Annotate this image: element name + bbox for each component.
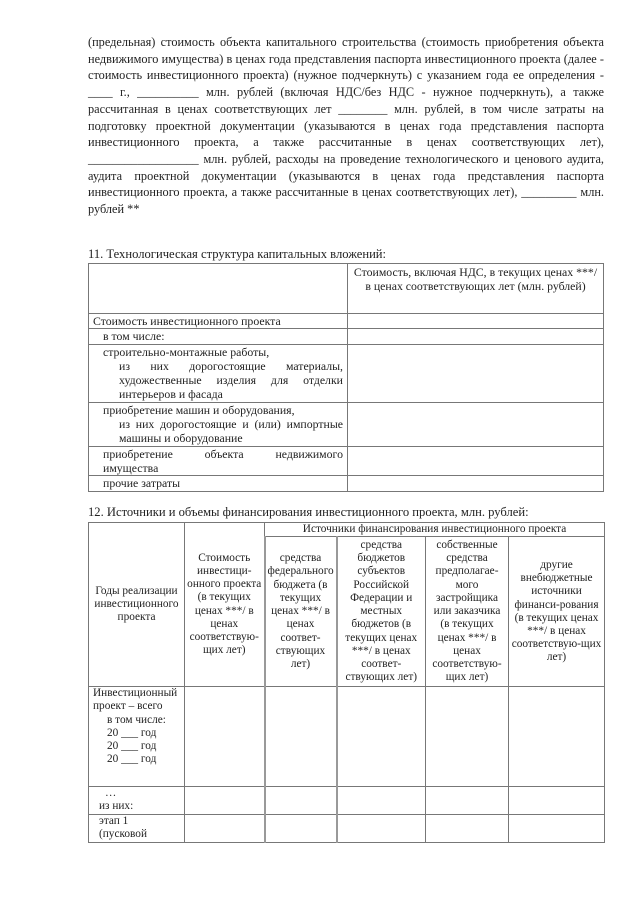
row-label-line: (пусковой (99, 828, 147, 841)
table-row (89, 329, 604, 344)
row-sublabel: из них дорогостоящие материалы, художественные изделия для отделки интерьеров и фасада (119, 358, 343, 402)
table-row (89, 402, 604, 446)
table-row (89, 787, 605, 815)
table-row (89, 815, 605, 843)
row-label-line: 20 ___ год (107, 726, 157, 739)
value-cell[interactable] (509, 687, 605, 787)
row-label-line: из них: (99, 800, 134, 813)
row-value-cell[interactable] (348, 314, 604, 329)
table-header-row (89, 264, 604, 314)
value-cell[interactable] (337, 687, 426, 787)
header-source-federal: средства федерального бюджета (в текущих ценах ***/ в ценах соответ-ствующих лет) (265, 537, 337, 687)
row-label: прочие затраты (89, 476, 348, 491)
value-cell[interactable] (337, 787, 426, 815)
row-label-group (89, 446, 348, 476)
row-value-cell[interactable] (348, 344, 604, 402)
value-cell[interactable] (185, 815, 265, 843)
value-cell[interactable] (509, 815, 605, 843)
value-cell[interactable] (265, 815, 337, 843)
row-label: приобретение объекта недвижимого имущества (103, 446, 343, 475)
header-row-1 (89, 523, 605, 537)
table-row (89, 314, 604, 329)
value-cell[interactable] (185, 687, 265, 787)
section-11-title: 11. Технологическая структура капитальных вложений: (88, 247, 387, 261)
value-cell[interactable] (426, 815, 509, 843)
table-row (89, 687, 605, 787)
row-value-cell[interactable] (348, 446, 604, 476)
value-cell[interactable] (509, 787, 605, 815)
row-label-group (89, 687, 185, 787)
header-source-other: другие внебюджетные источники финанси-рования (в текущих ценах ***/ в ценах соответствую-щих лет) (509, 537, 605, 687)
row-label-line: в том числе: (107, 713, 166, 726)
value-cell[interactable] (426, 787, 509, 815)
table-row (89, 344, 604, 402)
row-value-cell[interactable] (348, 476, 604, 491)
row-value-cell[interactable] (348, 402, 604, 446)
header-cost: Стоимость инвестици-онного проекта (в текущих ценах ***/ в ценах соответствую-щих лет) (185, 523, 265, 687)
header-years: Годы реализации инвестиционного проекта (89, 523, 185, 687)
value-cell[interactable] (265, 687, 337, 787)
row-label: строительно-монтажные работы, (103, 344, 270, 359)
row-sublabel: из них дорогостоящие и (или) импортные машины и оборудование (119, 417, 343, 446)
intro-paragraph (88, 34, 604, 218)
value-cell[interactable] (185, 787, 265, 815)
table-row (89, 476, 604, 491)
value-cell[interactable] (337, 815, 426, 843)
row-label-group (89, 815, 185, 843)
row-label-line: Инвестиционный (93, 687, 178, 700)
row-label-group (89, 402, 348, 446)
row-label-line: 20 ___ год (107, 753, 157, 766)
row-label-line: этап 1 (99, 815, 129, 828)
row-label-line: проект – всего (93, 700, 163, 713)
financing-sources-table (88, 522, 605, 843)
row-label: в том числе: (89, 329, 348, 344)
row-label: приобретение машин и оборудования, (103, 402, 295, 417)
row-label-group (89, 344, 348, 402)
value-cell[interactable] (265, 787, 337, 815)
row-label-line: … (105, 787, 117, 800)
capital-structure-table (88, 263, 604, 492)
row-label-group (89, 787, 185, 815)
value-cell[interactable] (426, 687, 509, 787)
table-row (89, 446, 604, 476)
row-value-cell[interactable] (348, 329, 604, 344)
section-12-title: 12. Источники и объемы финансирования инвестиционного проекта, млн. рублей: (88, 505, 529, 519)
header-source-own: собственные средства предполагае-мого застройщика или заказчика (в текущих ценах ***/ в ценах соответствую-щих лет) (426, 537, 509, 687)
header-cost-cell: Стоимость, включая НДС, в текущих ценах ***/ в ценах соответствующих лет (млн. рублей) (348, 264, 604, 314)
header-sources-group: Источники финансирования инвестиционного проекта (265, 523, 605, 537)
header-empty-cell (89, 264, 348, 314)
header-source-regional: средства бюджетов субъектов Российской Федерации и местных бюджетов (в текущих ценах ***/ в ценах соответ-ствующих лет) (337, 537, 426, 687)
row-label-line: 20 ___ год (107, 740, 157, 753)
intro-text: (предельная) стоимость объекта капитального строительства (стоимость приобретения объекта недвижимого имущества) в ценах года представления паспорта инвестиционного проекта (далее - стоимость инвестиционного проекта) (нужное подчеркнуть) с указанием года ее определения - ____ г., __________ млн. рублей (включая НДС/без НДС - нужное подчеркнуть), а также рассчитанная в ценах соответствующих лет ________ млн. рублей, в том числе затраты на подготовку проектной документации (указываются в ценах года представления паспорта инвестиционного проекта, а также рассчитанные в ценах соответствующих лет), __________________ млн. рублей, расходы на проведение технологического и ценового аудита, аудита проектной документации (указываются в ценах года представления паспорта инвестиционного проекта, а также рассчитанные в ценах соответствующих лет), _________ млн. рублей ** (88, 35, 604, 217)
row-label: Стоимость инвестиционного проекта (89, 314, 348, 329)
